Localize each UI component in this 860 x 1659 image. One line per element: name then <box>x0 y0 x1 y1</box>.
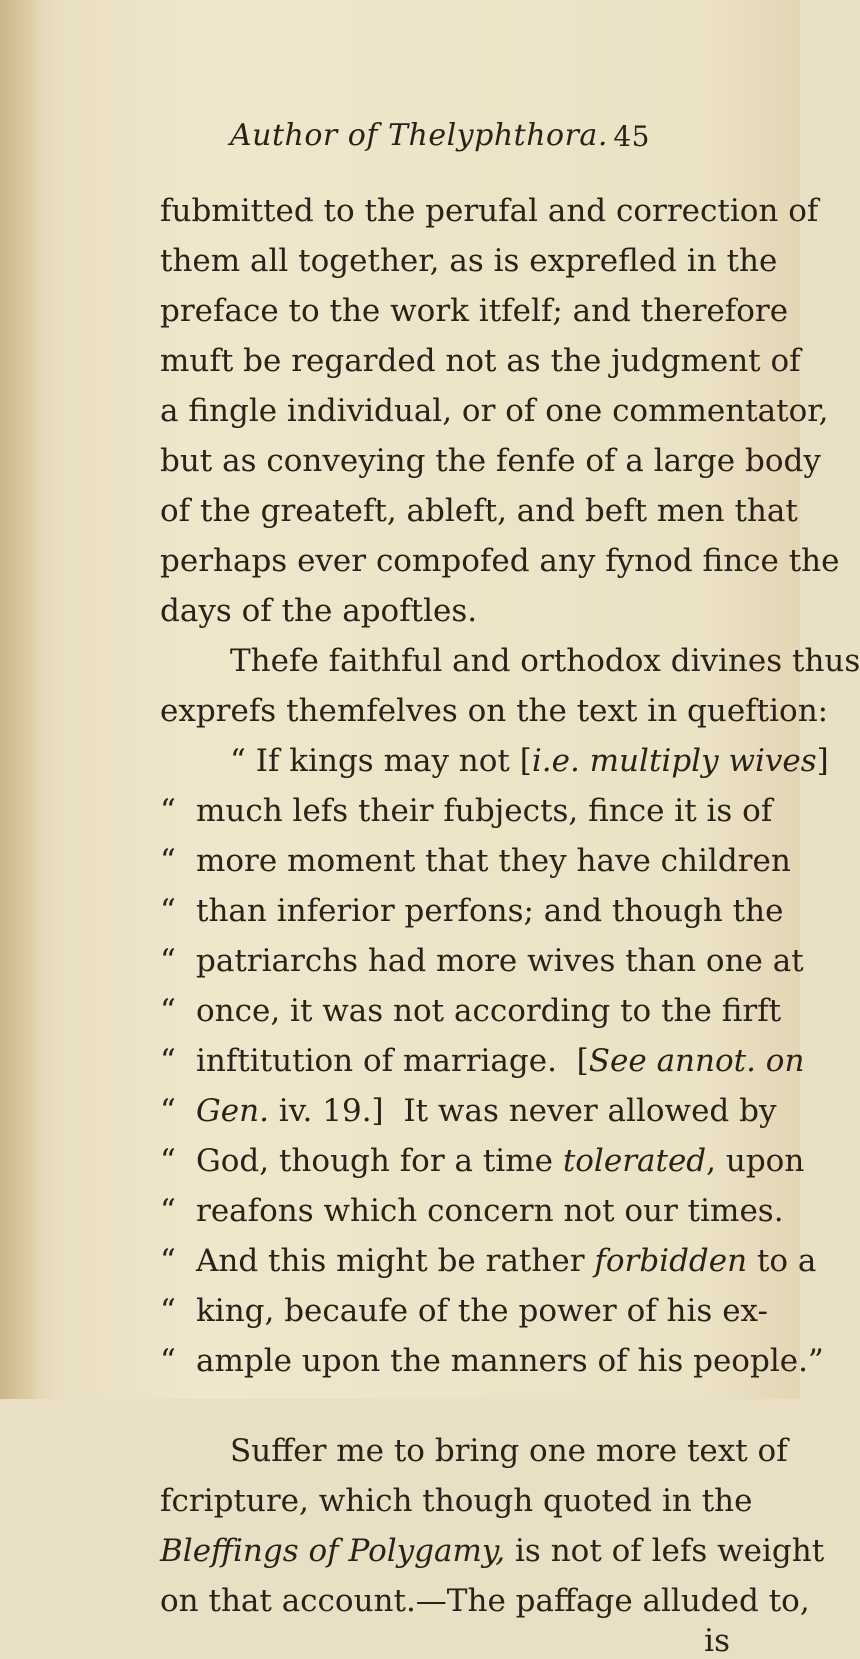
text-line: Thefe faithful and orthodox divines thus <box>230 643 860 679</box>
page-edge-shadow <box>0 0 40 1399</box>
quote-line: “ more moment that they have children <box>160 843 791 879</box>
text-line: Bleffings of Polygamy, is not of lefs weight <box>160 1533 825 1569</box>
paragraph-1 <box>160 186 840 636</box>
quote-mark: “ <box>230 743 246 779</box>
page-number: 45 <box>613 120 650 153</box>
quote-line: “ And this might be rather forbidden to a <box>160 1243 817 1279</box>
catchword: is <box>704 1623 730 1659</box>
paragraph-3 <box>160 1426 825 1626</box>
page-body <box>160 186 860 1659</box>
quote-line: “ once, it was not according to the firft <box>160 993 782 1029</box>
text-line: perhaps ever compofed any fynod fince the <box>160 543 840 579</box>
quote-line: “ inftitution of marriage. [See annot. on <box>160 1043 805 1079</box>
text-line: of the greateft, ableft, and beft men that <box>160 493 798 529</box>
running-title: Author of Thelyphthora. <box>230 118 608 153</box>
quote-line: “ ample upon the manners of his people.” <box>160 1343 824 1379</box>
text-line: muft be regarded not as the judgment of <box>160 343 801 379</box>
text-line: days of the apoftles. <box>160 593 478 629</box>
quote-line: “ God, though for a time tolerated, upon <box>160 1143 805 1179</box>
quote-line: “ reafons which concern not our times. <box>160 1193 784 1229</box>
text-line: fcripture, which though quoted in the <box>160 1483 753 1519</box>
quote-line: “ If kings may not [i.e. multiply wives] <box>230 743 829 779</box>
quote-line: “ patriarchs had more wives than one at <box>160 943 804 979</box>
quote-line: “ than inferior perfons; and though the <box>160 893 784 929</box>
quotation <box>160 736 829 1386</box>
quote-line: “ much lefs their fubjects, fince it is of <box>160 793 773 829</box>
text-line: them all together, as is exprefled in the <box>160 243 778 279</box>
text-line: fubmitted to the perufal and correction of <box>160 193 819 229</box>
quote-line: “ Gen. iv. 19.] It was never allowed by <box>160 1093 777 1129</box>
running-header <box>230 118 650 153</box>
text-line: on that account.—The paffage alluded to, <box>160 1583 810 1619</box>
text-line: a fingle individual, or of one commentator, <box>160 393 829 429</box>
text-line: Suffer me to bring one more text of <box>230 1433 788 1469</box>
text-line: but as conveying the fenfe of a large body <box>160 443 821 479</box>
quote-line: “ king, becaufe of the power of his ex- <box>160 1293 768 1329</box>
paragraph-2 <box>160 636 860 736</box>
text-line: exprefs themfelves on the text in queftion: <box>160 693 829 729</box>
text-line: preface to the work itfelf; and therefore <box>160 293 789 329</box>
